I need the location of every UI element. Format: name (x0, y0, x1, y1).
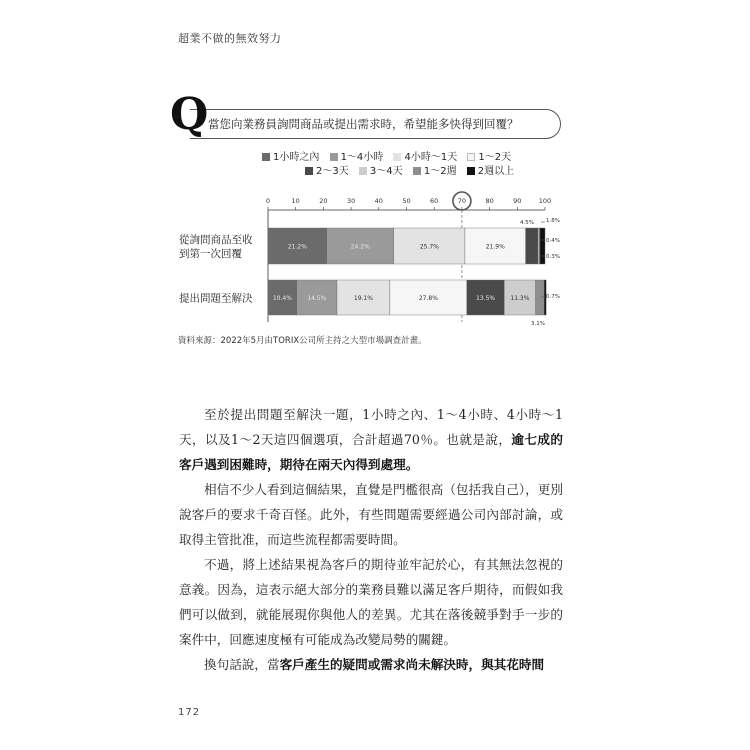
data-label: 0.7% (546, 294, 560, 300)
x-tick-label: 90 (513, 197, 522, 205)
legend-item: 3～4天 (359, 162, 403, 177)
data-label: 21.2% (287, 243, 307, 251)
x-tick-label: 80 (485, 197, 494, 205)
data-label: 24.2% (350, 243, 370, 251)
legend-item: 2～3天 (305, 162, 349, 177)
x-tick-label: 10 (291, 197, 300, 205)
question-letter: Q (170, 89, 209, 140)
page-number: 172 (178, 707, 201, 718)
x-tick-label: 50 (402, 197, 411, 205)
data-label: 3.1% (531, 321, 545, 327)
x-tick-label: 0 (265, 197, 271, 205)
data-label: 0.3% (546, 254, 560, 260)
x-tick-label: 40 (374, 197, 383, 205)
bar-segment (536, 280, 545, 315)
paragraph-4: 換句話說，當客戶產生的疑問或需求尚未解決時，與其花時間 (204, 657, 545, 672)
category-label: 從詢問商品至收 (179, 234, 253, 246)
category-label: 到第一次回覆 (179, 248, 242, 260)
question-text: 當您向業務員詢問商品或提出需求時，希望能多快得到回覆？ (208, 117, 519, 131)
x-tick-label: 30 (346, 197, 356, 205)
body-text (179, 402, 563, 677)
paragraph-2: 相信不少人看到這個結果，直覺是門檻很高（包括我自己），更別說客戶的要求千奇百怪。此外，有些問題需要經過公司內部討論，或取得主管批准，而這些流程都需要時間。 (179, 482, 563, 547)
data-label: 10.4% (272, 295, 292, 302)
running-title: 超業不做的無效努力 (178, 32, 282, 45)
legend-item: 1～4小時 (330, 148, 384, 163)
data-label: 14.5% (307, 295, 327, 302)
category-label: 提出問題至解決 (179, 292, 253, 305)
legend-item: 4小時～1天 (393, 148, 457, 163)
data-label: 4.5% (520, 220, 534, 226)
bar-segment (526, 228, 538, 264)
data-label: 27.8% (418, 295, 438, 302)
data-label: 19.1% (353, 295, 373, 302)
data-label: 21.9% (485, 243, 505, 251)
source-note: 資料來源：2022年5月由TORIX公司所主持之大型市場調查計畫。 (178, 336, 427, 346)
legend-item: 2週以上 (467, 162, 514, 177)
x-tick-label: 60 (430, 197, 439, 205)
data-label: 11.3% (510, 295, 530, 302)
paragraph-3: 不過，將上述結果視為客戶的期待並牢記於心，有其無法忽視的意義。因為，這表示絕大部分的業務員難以滿足客戶期待，而假如我們可以做到，就能展現你與他人的差異。尤其在落後競爭對手一步的案件中，回應速度極有可能成為改變局勢的關鍵。 (179, 557, 563, 647)
legend-item: 1小時之內 (262, 148, 319, 163)
data-label: 1.8% (546, 218, 560, 224)
bar-segment (540, 228, 545, 264)
legend-item: 1～2天 (467, 148, 511, 163)
data-label: 25.7% (419, 243, 439, 251)
data-label: 0.4% (546, 238, 560, 244)
paragraph-1: 至於提出問題至解決一題，1小時之內、1～4小時、4小時～1天，以及1～2天這四個選項，合計超過70％。也就是說，逾七成的客戶遇到困難時，期待在兩天內得到處理。 (179, 407, 563, 472)
x-tick-label: 100 (538, 197, 552, 205)
legend-item: 1～2週 (413, 162, 457, 177)
data-label: 13.5% (476, 295, 496, 302)
x-tick-label: 70 (457, 197, 467, 205)
x-tick-label: 20 (319, 197, 328, 205)
